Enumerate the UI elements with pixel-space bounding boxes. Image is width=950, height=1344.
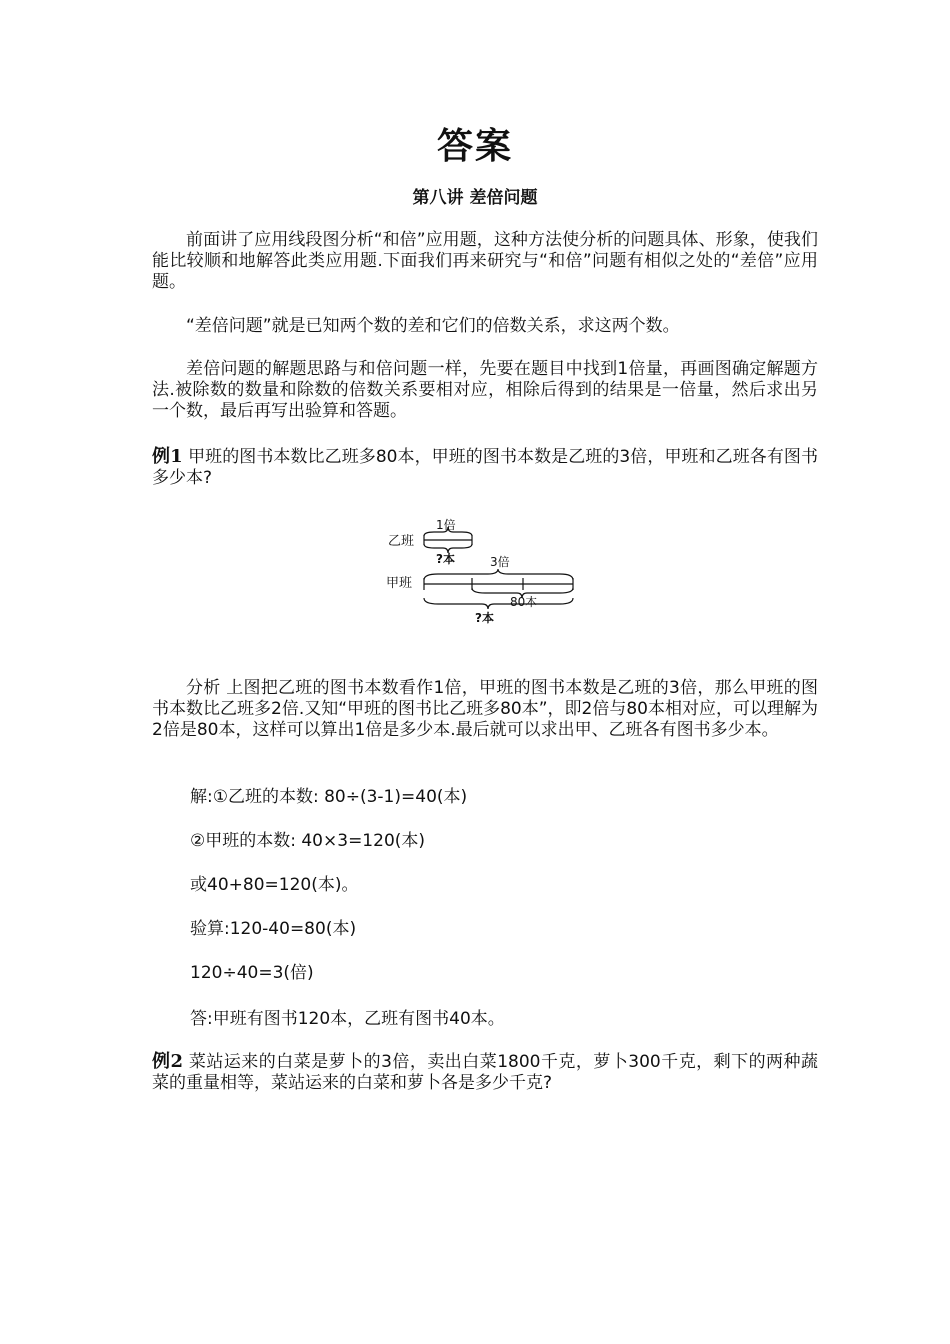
solution-step-2: ②甲班的本数: 40×3=120(本) [190, 831, 426, 851]
check-2: 120÷40=3(倍) [190, 963, 314, 983]
one-times-label: 1倍 [436, 518, 456, 532]
example-1-text: 甲班的图书本数比乙班多80本，甲班的图书本数是乙班的3倍，甲班和乙班各有图书多少本? [152, 447, 818, 488]
jia-unknown-brace [424, 598, 573, 609]
check-1: 验算:120-40=80(本) [190, 919, 357, 939]
solution-step-3: 或40+80=120(本)。 [190, 875, 359, 895]
yi-unknown-label: ?本 [436, 552, 455, 566]
answer-line: 答:甲班有图书120本，乙班有图书40本。 [190, 1009, 505, 1029]
three-times-label: 3倍 [490, 555, 510, 569]
line-segment-diagram [380, 514, 590, 629]
diff-label: 80本 [510, 595, 538, 609]
analysis-paragraph: 分析 上图把乙班的图书本数看作1倍，甲班的图书本数是乙班的3倍，那么甲班的图书本数比乙班多2倍.又知“甲班的图书比乙班多80本”，即2倍与80本相对应，可以理解为2倍是80本，这样可以算出1倍是多少本.最后就可以求出甲、乙班各有图书多少本。 [152, 678, 818, 740]
intro-paragraph-1: 前面讲了应用线段图分析“和倍”应用题，这种方法使分析的问题具体、形象，使我们能比较顺和地解答此类应用题.下面我们再来研究与“和倍”问题有相似之处的“差倍”应用题。 [152, 230, 818, 292]
jia-unknown-label: ?本 [475, 611, 494, 625]
page-title: 答案 [436, 125, 513, 167]
three-times-brace [424, 569, 573, 580]
intro-paragraph-3: 差倍问题的解题思路与和倍问题一样，先要在题目中找到1倍量，再画图确定解题方法.被除数的数量和除数的倍数关系要相对应，相除后得到的结果是一倍量，然后求出另一个数，最后再写出验算和答题。 [152, 359, 818, 421]
solution-step-1: 解:①乙班的本数: 80÷(3-1)=40(本) [190, 787, 468, 807]
yi-label: 乙班 [388, 534, 415, 549]
jia-label: 甲班 [386, 576, 413, 591]
example-2-text: 菜站运来的白菜是萝卜的3倍，卖出白菜1800千克，萝卜300千克，剩下的两种蔬菜的重量相等，菜站运来的白菜和萝卜各是多少千克? [152, 1052, 819, 1093]
example-1-question [152, 446, 818, 489]
example-2-label: 例2 [152, 1051, 183, 1072]
example-2-question [152, 1051, 818, 1094]
example-1-label: 例1 [152, 446, 183, 467]
intro-paragraph-2: “差倍问题”就是已知两个数的差和它们的倍数关系，求这两个数。 [186, 316, 680, 336]
lecture-title: 第八讲 差倍问题 [412, 188, 538, 208]
